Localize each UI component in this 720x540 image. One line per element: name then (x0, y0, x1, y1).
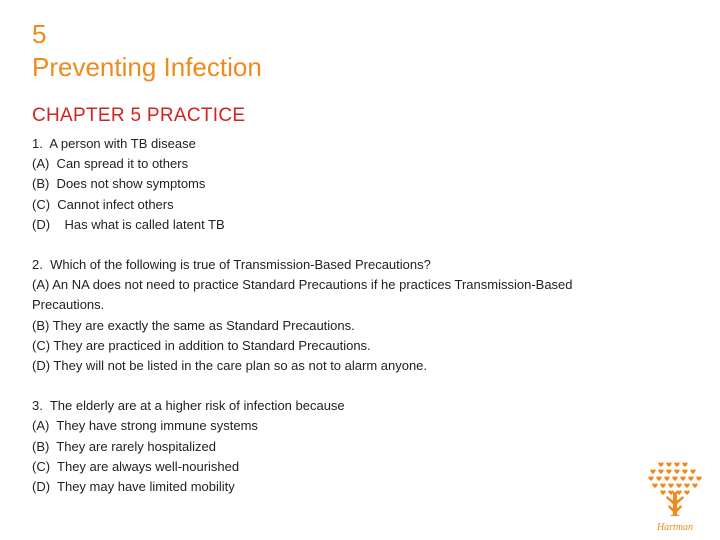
heart-leaf-icon (660, 490, 665, 495)
heart-leaf-icon (676, 483, 681, 488)
heart-tree-icon (640, 458, 710, 534)
question-stem: 1. A person with TB disease (32, 136, 196, 151)
question-stem: 2. Which of the following is true of Transmission-Based Precautions? (32, 257, 431, 273)
heart-leaf-icon (674, 469, 679, 474)
heart-leaf-icon (676, 490, 681, 495)
question-3 (32, 396, 632, 497)
questions-list (32, 134, 632, 517)
heart-leaf-icon (658, 462, 663, 467)
heart-leaf-icon (682, 462, 687, 467)
question-1 (32, 134, 632, 235)
heart-leaf-icon (684, 490, 689, 495)
chapter-number: 5 (32, 19, 47, 49)
chapter-title: Preventing Infection (32, 52, 262, 82)
answer-option-d: (D) They will not be listed in the care plan so as not to alarm anyone. (32, 358, 428, 374)
heart-leaf-icon (652, 483, 657, 488)
answer-option-d: (D) Has what is called latent TB (32, 216, 225, 232)
slide-header (32, 18, 262, 84)
answer-option-b: (B) They are exactly the same as Standard Precautions. (32, 317, 355, 333)
heart-leaf-icon (682, 469, 687, 474)
heart-leaf-icon (668, 490, 673, 495)
heart-leaf-icon (696, 476, 701, 481)
answer-option-a: (A) They have strong immune systems (32, 418, 258, 434)
heart-leaf-icon (666, 462, 671, 467)
heart-leaf-icon (680, 476, 685, 481)
answer-option-b: (B) Does not show symptoms (32, 176, 206, 192)
heart-leaf-icon (674, 462, 679, 467)
answer-option-d: (D) They may have limited mobility (32, 479, 235, 495)
heart-leaf-icon (658, 469, 663, 474)
heart-leaf-icon (668, 483, 673, 488)
answer-option-c: (C) They are practiced in addition to Standard Precautions. (32, 337, 371, 353)
heart-leaf-icon (690, 469, 695, 474)
answer-option-c: (C) They are always well-nourished (32, 458, 240, 474)
answer-option-b: (B) They are rarely hospitalized (32, 438, 217, 454)
practice-heading: CHAPTER 5 PRACTICE (32, 105, 246, 126)
heart-leaf-icon (684, 483, 689, 488)
logo-wordmark: Hartman (656, 522, 694, 533)
answer-option-a: (A) Can spread it to others (32, 156, 189, 172)
heart-leaf-icon (650, 469, 655, 474)
heart-leaf-icon (660, 483, 665, 488)
heart-leaf-icon (648, 476, 653, 481)
question-stem: 3. The elderly are at a higher risk of infection because (32, 398, 345, 414)
question-2 (32, 255, 632, 376)
hartman-logo (640, 458, 710, 534)
heart-leaf-icon (666, 469, 671, 474)
heart-leaf-icon (664, 476, 669, 481)
answer-option-a: (A) An NA does not need to practice Standard Precautions if he practices Transmission-Based Precautions. (32, 277, 577, 313)
answer-option-c: (C) Cannot infect others (32, 196, 174, 212)
heart-leaf-icon (656, 476, 661, 481)
heart-leaf-icon (688, 476, 693, 481)
heart-leaf-icon (692, 483, 697, 488)
heart-leaf-icon (672, 476, 677, 481)
